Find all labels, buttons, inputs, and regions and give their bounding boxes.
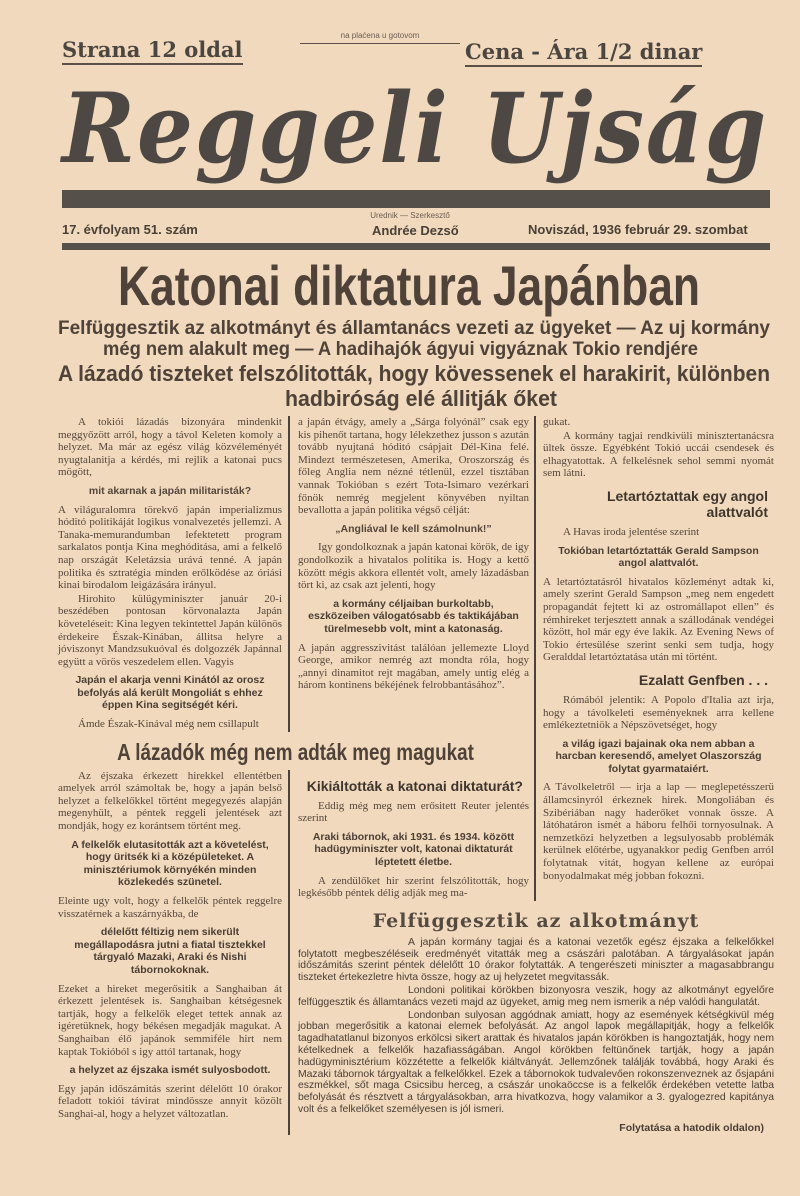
paragraph: Eddig még meg nem erősitett Reuter jelentés szerint [298,799,529,825]
second-headline-row [58,732,536,770]
paragraph: A világuralomra törekvő japán imperializmus hóditó politikáját logikus vonalvezetés jellemzi. A Tanaka-memurandumban lefektetett program sarkalatos pontja Kina meghóditása, ami a felkelő nap országát Keletázsia urává tenné. A japán politika és sztratégia minden erőlködése az óriási kinai birodalom leigázására irányul. [58,503,282,592]
deck2-line2-wrap [285,388,566,410]
column-3 [536,416,774,901]
bold-highlight: a kormány céljaiban burkoltabb, eszközeiben válogatósabb és taktikájában türelmesebb volt, mint a katonaság. [308,597,519,635]
deck-line: még nem alakult meg — A hadihajók ágyui vigyáznak Tokio rendjére [103,339,698,360]
volume-number: 17. évfolyam 51. szám [62,222,198,237]
lead-headline-wrap [118,254,800,317]
bold-highlight: Japán el akarja venni Kinától az orosz befolyás alá került Mongoliát s ehhez éppen Kina segitségét kéri. [75,674,265,712]
bold-highlight: a helyzet az éjszaka ismét sulyosbodott. [69,1064,271,1077]
postage-note: na plaćena u gotovom [300,31,460,44]
subheading: „Angliával le kell számolnunk!” [335,522,492,535]
bottom-article-title: Felfüggesztik az alkotmányt [372,909,700,932]
deck1-line2-wrap [103,340,718,359]
paragraph: A Havas iroda jelentése szerint [563,525,700,538]
section-heading: Ezalatt Genfben . . . [638,671,768,688]
continued-note: Folytatása a hatodik oldalon) [619,1121,764,1134]
bold-highlight: délelőtt féltizig nem sikerült megállapodásra jutni a fiatal tisztekkel tárgyaló Mazaki, Araki és Nishi tábornokoknak. [74,926,266,976]
deck2-line1-wrap [58,363,800,385]
paragraph: a japán étvágy, amely a „Sárga folyónál” csak egy kis pihenőt tartana, hogy lélekzethez jusson s azután tovább nyujtaná hóditó csápjait Dél-Kina felé. Mindezt természetesen, Amerika, Oroszország és főleg Anglia nem nézné tétlenül, ezzel tisztában vannak Tokióban s ezért Tota-Isimaro vezérkari főnök nemrég megjelent könyvében nyiltan bevallotta a japán politika végső célját: [298,416,529,517]
bottom-article [290,901,774,1135]
bold-highlight: Araki tábornok, aki 1931. és 1934. között hadügyminiszter volt, katonai diktaturát léptetett életbe. [312,830,515,869]
column-1-top [58,416,290,732]
column-2-top [290,416,536,732]
subheading: mit akarnak a japán militaristák? [88,484,252,497]
deck-line: Felfüggesztik az alkotmányt és államtanács vezeti az ügyeket — Az uj kormány [58,318,770,339]
paragraph: A Távolkeletről — irja a lap — meglepetésszerü államcsinyról érkeznek hirek. Mongoliában és Szibériában nagy haderőket vonnak össze. A látóhatáron ismét a háboru felhői tornyosulnak. A nemzetközi helyzetben a legsulyosabb problémák kerülnek előtérbe, ugyanakkor pedig Genfben arról folytatnak vitát, hogyan kellene az európai bonyodalmakat még jobban fokozni. [543,781,774,882]
page-count: Strana 12 oldal [62,38,243,65]
paragraph: Londonban sulyosan aggódnak amiatt, hogy az események kétségkivül még jobban megerősitik a katonai elemek befolyását. Az angol lapok megállapitják, hogy a felkelők tagadhatatlanul bizonyos erkölcsi sikert arattak és hivatalos japán körökben is hangoztatják, hogy nem kételkednek a felkelők hazafiasságában. Angol körökben feltünőnek tartják, hogy a japán hadügyminisztérium közzétette a felkelők kiáltványát. Jellemzőnek találják továbbá, hogy Araki és Mazaki tábornok tárgyaltak a felkelőkkel. Ezek a tábornokok tudvalevően rokonszenveznek az ősjapáni eszmékkel, sőt maga Csicsibu herceg, a császár unokaöccse is a felkelők érdekében vetette latba befolyását és résztvett a tárgyalásokban, arra hivatkozva, hogy valamikor a 3. gyalogezred kapitánya volt és a felkelőket személyesen is jól ismeri. [298,1009,774,1115]
deck-line: A lázadó tiszteket felszólitották, hogy kövessenek el harakirit, különben [58,361,770,386]
bold-highlight: a világ igazi bajainak oka nem abban a harcban keresendő, amelyet Olaszország folytat gyarmataiért. [555,737,762,775]
bold-highlight: A felkelők elutasitották azt a követelést, hogy üritsék ki a középületeket. A minisztériumok környékén minden közlekedés szünetel. [71,838,269,889]
price: Cena - Ára 1/2 dinar [465,40,702,67]
paragraph: Az éjszaka érkezett hirekkel ellentétben amelyek arról számoltak be, hogy a japán belső helyzet a felkelőkkel történt megegyezés alapján megenyhült, a péntek reggeli jelentések azt mondják, hogy ez korántsem történt meg. [58,769,282,833]
paragraph: A zendülőket hir szerint felszólitották, hogy legkésőbb péntek délig adják meg ma- [298,874,529,900]
section-heading: Kikiáltották a katonai diktaturát? [306,777,523,794]
deck1-line1-wrap [58,319,770,338]
deck-line: hadbiróság elé állitják őket [285,386,557,411]
paragraph: Egy japán időszámitás szerint délelőtt 10 órakor feladott tokiói távirat mindössze annyit közölt Sanghai-al, hogy a helyzet változatlan. [58,1082,282,1120]
paragraph: Rómából jelentik: A Popolo d'Italia azt irja, hogy a távolkeleti eseményeknek arra kellene emlékeztetniök a Népszövetséget, hogy [543,693,774,732]
column-2-bottom [290,770,536,901]
masthead-rule [62,190,770,208]
second-headline: A lázadók még nem adták meg magukat [117,738,475,765]
section-heading: Letartóztattak egy angol alattvalót [606,487,768,520]
masthead-title-wrap [62,74,800,184]
bold-highlight: Tokióban letartóztatták Gerald Sampson angol alattvalót. [558,544,759,570]
paragraph: Hirohito külügyminiszter január 20-i beszédében pontosan körvonalazta Japán követeléseit: Kina legyen tekintettel Japán különös érdekeire Észak-Kinában, állitsa helyre a jóviszonyt Mandzsukuóval és dolgozzék Japánnal együtt a vörös veszedelem ellen. Vagyis [58,592,282,668]
editor-label: Urednik — Szerkesztő [370,211,450,220]
paragraph: Eleinte ugy volt, hogy a felkelők péntek reggelre visszatérnek a kaszárnyákba, de [58,895,282,920]
paragraph: A kormány tagjai rendkivüli minisztertanácsra ültek össze. Egyébként Tokió uccái csendesek és elhagyatottak. A felkelésnek sehol semmi nyomát sem látni. [543,429,774,480]
lead-headline: Katonai diktatura Japánban [118,254,700,317]
paragraph: A japán kormány tagjai és a katonai vezetők egész éjszaka a felkelőkkel folytatott megbeszéléseik eredményét vitatták meg a császári palotában. A tárgyalásokat japán időszámitás szerint péntek délelőtt 10 órakor folytatták. A tengerészeti miniszter a magasabbrangu tiszteket értekezletre hivta össze, hogy az uj helyzetet megvitassák. [298,936,774,984]
masthead-rule-thin [62,243,770,250]
editor-name: Andrée Dezső [372,223,459,238]
column-1-bottom [58,770,290,1135]
article-grid [58,416,774,1135]
paragraph: Ezeket a hireket megerősitik a Sanghaiban át érkezett jelentések is. Sanghaiban kétségesnek tartják, hogy a felkelők eleget tettek annak az igéretüknek, hogy békésen megadják magukat. A Sanghaiban élő japánok semmiféle hirt nem kaptak Tokióból s igy attól tartanak, hogy [58,982,282,1058]
paragraph: A tokiói lázadás bizonyára mindenkit meggyőzött arról, hogy a távol Keleten komoly a helyzet. Ma már az egész világ közvéleményét nyugtalanitja a kérdés, mi rejlik a katonai pucs mögött, [58,416,282,479]
bottom-article-body [298,937,774,1116]
paragraph: Igy gondolkoznak a japán katonai körök, de igy gondolkozik a hivatalos politika is. Hogy a kettő között mégis akkora ellentét volt, amely lázadásban tört ki, az csak azt jelenti, hogy [298,541,529,592]
paragraph: A letartóztatásról hivatalos közleményt adtak ki, amely szerint Gerald Sampson „meg nem engedett propagandát fejtett ki az ostromállapot ellen” és rémhireket terjesztett annak a szállodának vendégei között, hol már egy éve lakik. Az Evening News of Tokio értesülése szerint senki sem tudja, hogy Geralddal letartóztatása után mi történt. [543,575,774,664]
newspaper-title: Reggeli Ujság [62,72,768,185]
paragraph: Ámde Észak-Kinával még nem csillapult [78,718,259,731]
dateline: Noviszád, 1936 február 29. szombat [528,222,748,237]
paragraph: Londoni politikai körökben bizonyosra veszik, hogy az alkotmányt egyelőre felfüggesztik és államtanács vezeti majd az ügyeket, amig meg nem ismerik a nép valódi hangulatát. [298,985,774,1008]
paragraph: gukat. [543,416,571,428]
paragraph: A japán aggresszivitást találóan jellemezte Lloyd George, amikor nemrég azt mondta róla, hogy „annyi dinamitot rejt magában, amely untig elég a három kontinens békéjének felrobbantásához”. [298,641,529,692]
